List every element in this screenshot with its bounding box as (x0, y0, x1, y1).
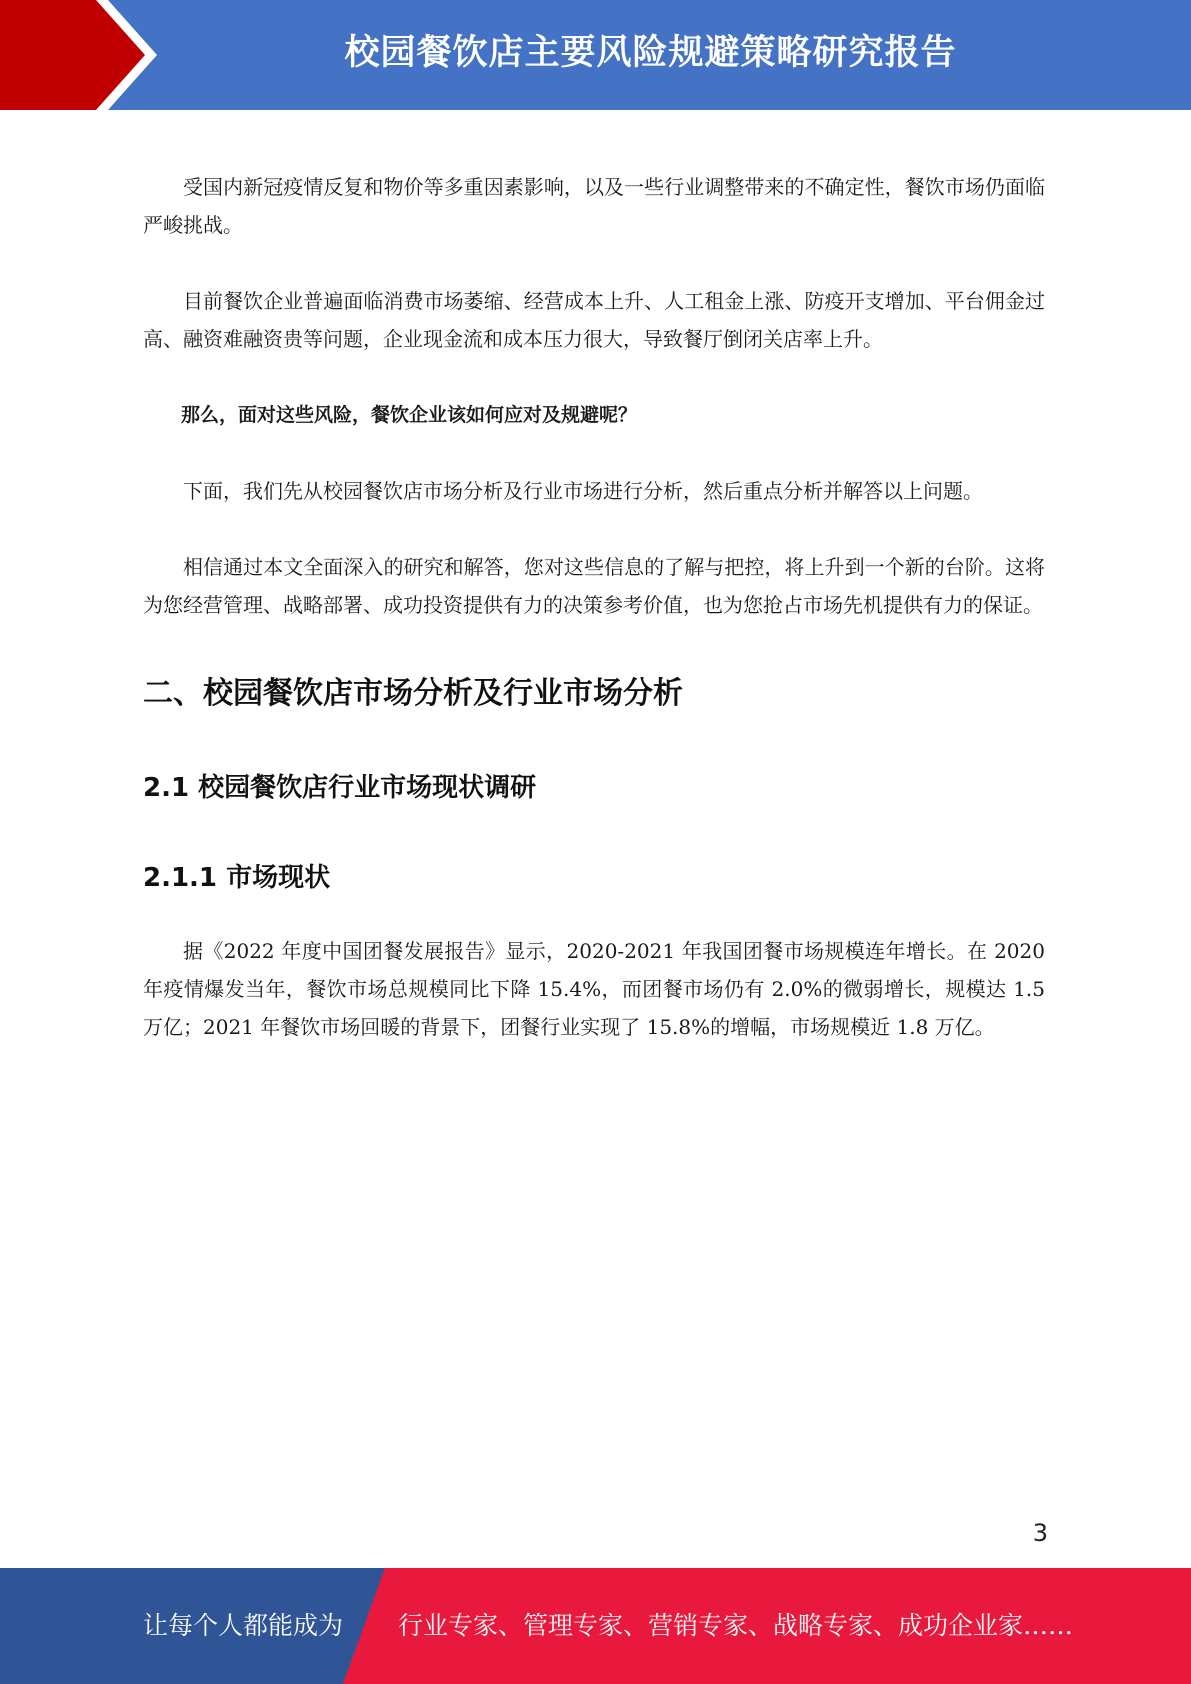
intro-paragraph-1: 受国内新冠疫情反复和物价等多重因素影响，以及一些行业调整带来的不确定性，餐饮市场仍面临严峻挑战。 (143, 175, 1045, 237)
question-paragraph: 那么，面对这些风险，餐饮企业该如何应对及规避呢？ (181, 404, 638, 426)
page-number: 3 (1032, 1519, 1048, 1547)
section-heading: 二、校园餐饮店市场分析及行业市场分析 (143, 676, 683, 711)
overview-paragraph: 下面，我们先从校园餐饮店市场分析及行业市场进行分析，然后重点分析并解答以上问题。 (183, 479, 983, 503)
market-status-paragraph: 据《2022 年度中国团餐发展报告》显示，2020-2021 年我国团餐市场规模连年增长。在 2020 年疫情爆发当年，餐饮市场总规模同比下降 15.4%，而团餐市场仍有 2.0%的微弱增长，规模达 1.5 万亿；2021 年餐饮市场回暖的背景下，团餐行业实现了 15.8%的增幅，市场规模近 1.8 万亿。 (143, 939, 1045, 1039)
value-paragraph: 相信通过本文全面深入的研究和解答，您对这些信息的了解与把控，将上升到一个新的台阶。这将为您经营管理、战略部署、成功投资提供有力的决策参考价值，也为您抢占市场先机提供有力的保证。 (143, 555, 1045, 617)
document-body (143, 168, 1045, 1046)
page-footer (0, 1568, 1191, 1684)
page-header (0, 0, 1191, 110)
footer-slogan-left: 让每个人都能成为 (143, 1611, 344, 1640)
subsubsection-heading: 2.1.1 市场现状 (143, 863, 331, 893)
footer-slogan-right: 行业专家、管理专家、营销专家、战略专家、成功企业家…… (398, 1611, 1074, 1640)
subsection-heading: 2.1 校园餐饮店行业市场现状调研 (143, 773, 537, 803)
document-title: 校园餐饮店主要风险规避策略研究报告 (344, 33, 957, 73)
intro-paragraph-2: 目前餐饮企业普遍面临消费市场萎缩、经营成本上升、人工租金上涨、防疫开支增加、平台佣金过高、融资难融资贵等问题，企业现金流和成本压力很大，导致餐厅倒闭关店率上升。 (143, 289, 1045, 351)
